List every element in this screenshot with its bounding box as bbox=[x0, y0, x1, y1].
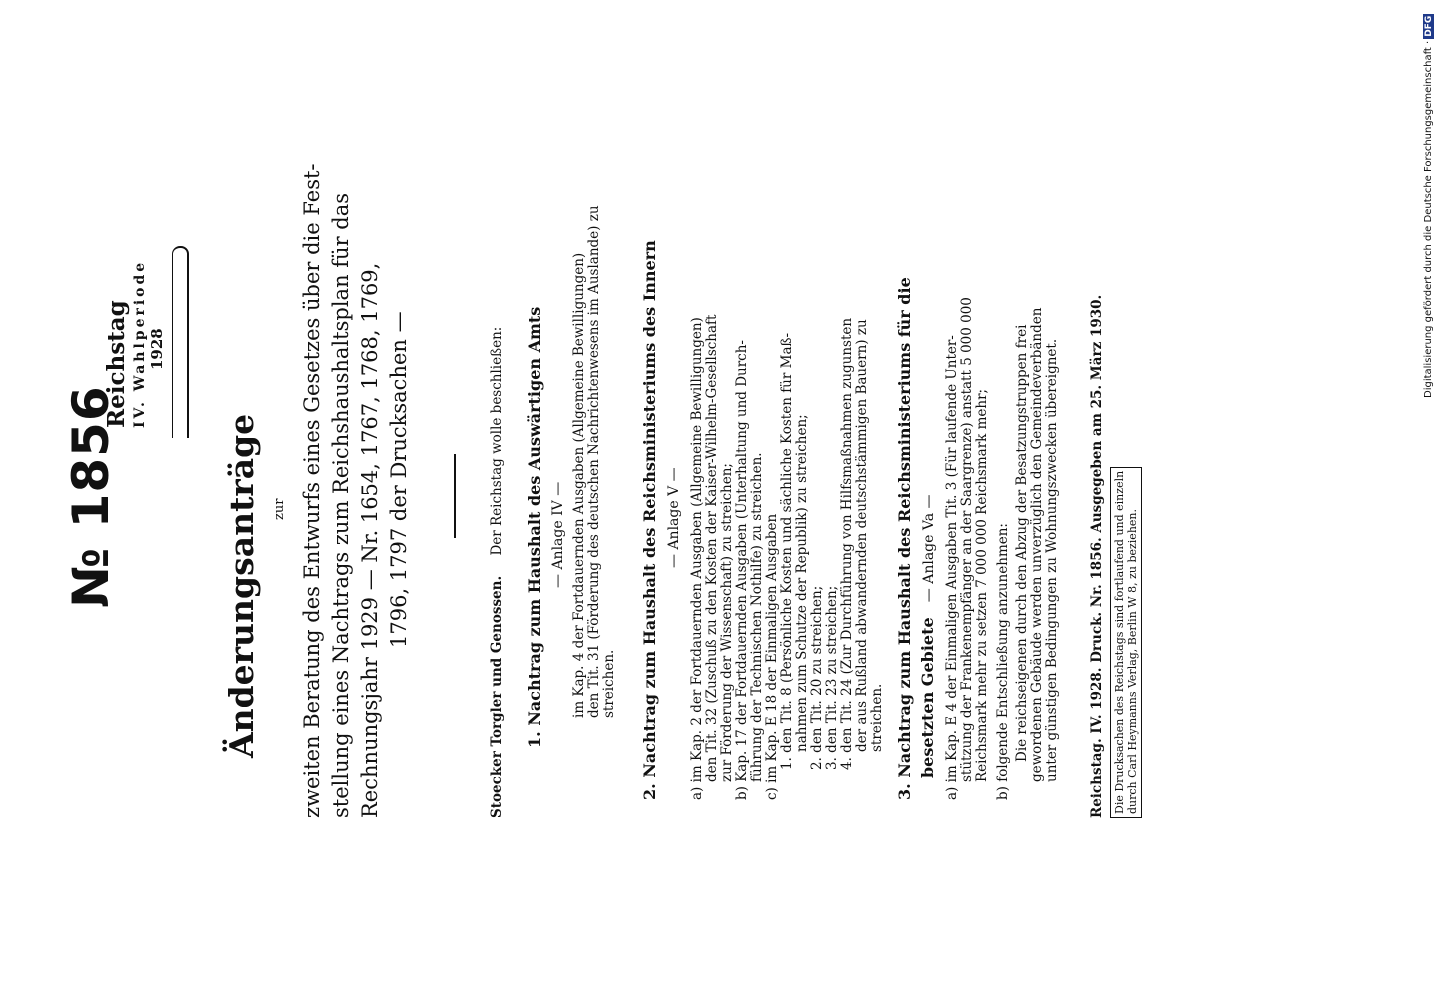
body-line: zur Förderung der Wissenschaft) zu streichen; bbox=[719, 463, 735, 782]
main-title: Änderungsanträge bbox=[222, 413, 261, 758]
year-label: 1928 bbox=[148, 328, 166, 370]
dfg-logo: DFG bbox=[1424, 15, 1434, 37]
wahlperiode-label: IV. Wahlperiode bbox=[132, 259, 148, 428]
section-1-body bbox=[572, 205, 617, 718]
section-3-subheading bbox=[918, 495, 937, 779]
section-2-heading: 2. Nachtrag zum Haushalt des Reichsministeriums des Innern bbox=[640, 240, 659, 800]
body-line: nahmen zum Schutze der Republik) zu streichen; bbox=[794, 414, 810, 752]
motion-names: Stoecker Torgler und Genossen. bbox=[489, 575, 505, 818]
body-line: b) folgende Entschließung anzunehmen: bbox=[995, 523, 1011, 800]
body-line: 3. den Tit. 23 zu streichen; bbox=[824, 585, 840, 770]
body-line: a) im Kap. 2 der Fortdauernden Ausgaben (Allgemeine Bewilligungen) bbox=[689, 317, 705, 800]
body-line: stützung der Frankenempfänger an der Saargrenze) anstatt 5 000 000 bbox=[959, 297, 975, 782]
reichstag-label: Reichstag bbox=[103, 300, 130, 428]
intro-line: stellung eines Nachtrags zum Reichshaushaltsplan für das bbox=[329, 192, 353, 818]
body-line: c) im Kap. E 18 der Einmaligen Ausgaben bbox=[764, 513, 780, 800]
body-line: unter günstigen Bedingungen zu Wohnungszwecken übereignet. bbox=[1044, 338, 1060, 782]
body-line: den Tit. 32 (Zuschuß zu den Kosten der Kaiser-Wilhelm-Gesellschaft bbox=[704, 314, 720, 782]
intro-paragraph bbox=[298, 163, 414, 818]
body-line: 1. den Tit. 8 (Persönliche Kosten und sächliche Kosten für Maß- bbox=[779, 332, 795, 770]
footer-box-line-1: Die Drucksachen des Reichstags sind fortlaufend und einzeln bbox=[1113, 470, 1126, 814]
section-1-heading: 1. Nachtrag zum Haushalt des Auswärtigen Amts bbox=[525, 306, 544, 748]
section-2-annex: — Anlage V — bbox=[666, 467, 682, 568]
footer-box-line-2: durch Carl Heymanns Verlag, Berlin W 8, zu beziehen. bbox=[1126, 509, 1139, 814]
rotated-document bbox=[50, 48, 1350, 948]
section-2-body bbox=[690, 315, 885, 800]
header-bracket bbox=[172, 246, 189, 438]
body-line: den Tit. 31 (Förderung des deutschen Nachrichtenwesens im Auslande) zu bbox=[586, 205, 602, 718]
document-number: № 1856 bbox=[62, 385, 120, 608]
body-line: 4. den Tit. 24 (Zur Durchführung von Hilfsmaßnahmen zugunsten bbox=[839, 317, 855, 770]
section-1-annex: — Anlage IV — bbox=[550, 481, 566, 588]
intro-line: 1796, 1797 der Drucksachen — bbox=[387, 311, 411, 648]
section-3-body bbox=[945, 297, 1060, 800]
intro-line: Rechnungsjahr 1929 — Nr. 1654, 1767, 1768, 1769, bbox=[358, 262, 382, 818]
body-line: streichen. bbox=[601, 649, 617, 718]
body-line: im Kap. 4 der Fortdauernden Ausgaben (Allgemeine Bewilligungen) bbox=[571, 252, 587, 718]
motion-line bbox=[490, 327, 505, 818]
body-line: der aus Rußland abwandernden deutschstämmigen Bauern) zu bbox=[854, 319, 870, 752]
divider bbox=[454, 454, 456, 538]
section-3-heading-2: besetzten Gebiete bbox=[918, 617, 937, 778]
section-3-heading: 3. Nachtrag zum Haushalt des Reichsministeriums für die bbox=[895, 277, 914, 800]
footer-line: Reichstag. IV. 1928. Druck. Nr. 1856. Ausgegeben am 25. März 1930. bbox=[1089, 294, 1105, 818]
funding-note bbox=[1423, 8, 1434, 398]
body-line: führung der Technischen Nothilfe) zu streichen. bbox=[749, 452, 765, 782]
body-line: a) im Kap. E 4 der Einmaligen Ausgaben Tit. 3 (Für laufende Unter- bbox=[944, 335, 960, 800]
funding-note-text: Digitalisierung gefördert durch die Deutsche Forschungsgemeinschaft · bbox=[1423, 40, 1434, 398]
body-line: Die reichseigenen durch den Abzug der Besatzungstruppen frei bbox=[1014, 324, 1030, 762]
footer-box bbox=[1110, 467, 1142, 818]
motion-text: Der Reichstag wolle beschließen: bbox=[489, 326, 505, 556]
section-3-annex: — Anlage Va — bbox=[921, 494, 937, 603]
body-line: b) Kap. 17 der Fortdauernden Ausgaben (Unterhaltung und Durch- bbox=[734, 340, 750, 800]
body-line: Reichsmark mehr zu setzen 7 000 000 Reichsmark mehr; bbox=[974, 388, 990, 782]
intro-line: zweiten Beratung des Entwurfs eines Gesetzes über die Fest- bbox=[300, 163, 324, 818]
body-line: streichen. bbox=[869, 683, 885, 752]
zur-label: zur bbox=[272, 498, 287, 520]
body-line: 2. den Tit. 20 zu streichen; bbox=[809, 585, 825, 770]
body-line: gewordenen Gebäude werden unverzüglich den Gemeindeverbänden bbox=[1029, 307, 1045, 782]
